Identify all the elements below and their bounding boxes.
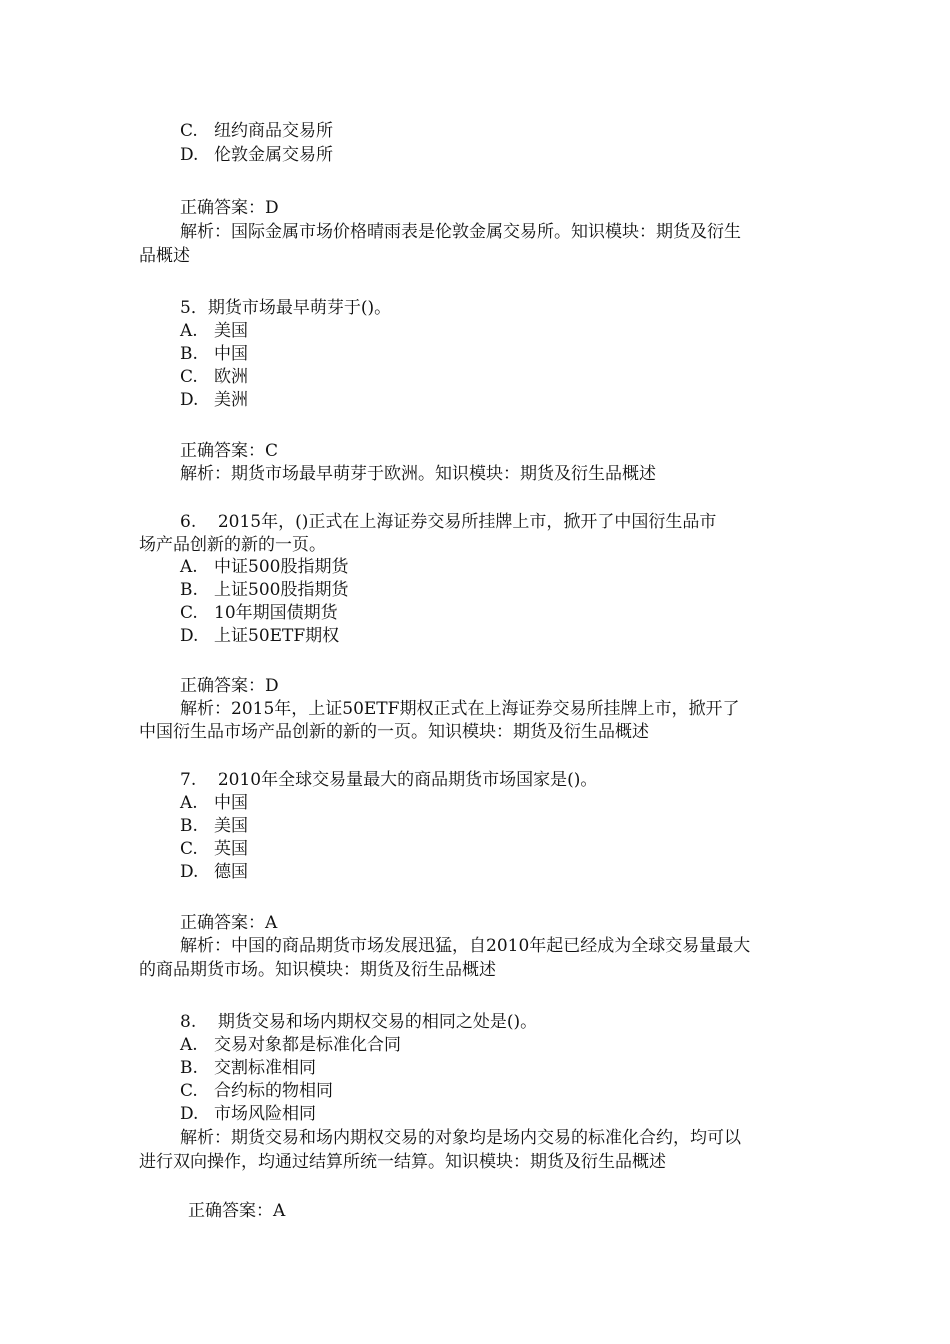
option-text: 英国 [214,839,248,859]
analysis-line: 解析：2015年，上证50ETF期权正式在上海证券交易所挂牌上市，掀开了 [180,699,740,719]
question-text: 7. 2010年全球交易量最大的商品期货市场国家是()。 [180,770,598,790]
option-key: B. [180,1058,198,1078]
option-c [180,1080,333,1103]
option-key: C. [180,603,198,623]
correct-answer: 正确答案：D [180,676,279,696]
analysis-line: 进行双向操作，均通过结算所统一结算。知识模块：期货及衍生品概述 [139,1152,666,1172]
option-b [180,1057,316,1080]
option-text: 合约标的物相同 [214,1081,333,1101]
option-d [180,1103,316,1126]
option-c [180,838,248,861]
option-b [180,579,348,602]
option-text: 伦敦金属交易所 [214,145,333,165]
option-a [180,1034,401,1057]
option-text: 美国 [214,321,248,341]
option-key: A. [180,321,198,341]
option-text: 欧洲 [214,367,248,387]
correct-answer: 正确答案：D [180,198,279,218]
analysis-line: 解析：期货市场最早萌芽于欧洲。知识模块：期货及衍生品概述 [180,464,656,484]
option-c [180,366,248,389]
option-b [180,815,248,838]
option-a [180,320,248,343]
option-key: A. [180,793,198,813]
option-key: C. [180,121,198,141]
question-text: 场产品创新的新的一页。 [139,535,326,555]
option-a [180,792,248,815]
option-text: 上证500股指期货 [214,580,349,600]
option-key: B. [180,580,198,600]
option-key: B. [180,816,198,836]
option-text: 市场风险相同 [214,1104,316,1124]
analysis-line: 中国衍生品市场产品创新的新的一页。知识模块：期货及衍生品概述 [139,722,649,742]
question-text: 6. 2015年，()正式在上海证券交易所挂牌上市，掀开了中国衍生品市 [180,512,717,532]
question-text: 5．期货市场最早萌芽于()。 [180,298,392,318]
option-text: 交易对象都是标准化合同 [214,1035,401,1055]
option-text: 美国 [214,816,248,836]
option-key: B. [180,344,198,364]
option-key: D. [180,145,199,165]
option-text: 美洲 [214,390,248,410]
option-text: 交割标准相同 [214,1058,316,1078]
option-key: D. [180,390,199,410]
option-text: 纽约商品交易所 [214,121,333,141]
option-key: D. [180,626,199,646]
analysis-line: 品概述 [139,246,190,266]
option-key: A. [180,1035,198,1055]
option-text: 上证50ETF期权 [214,626,340,646]
analysis-line: 解析：中国的商品期货市场发展迅猛，自2010年起已经成为全球交易量最大 [180,936,751,956]
analysis-line: 的商品期货市场。知识模块：期货及衍生品概述 [139,960,496,980]
option-text: 10年期国债期货 [214,603,338,623]
option-key: C. [180,1081,198,1101]
option-text: 中国 [214,793,248,813]
option-c [180,602,338,625]
option-b [180,343,248,366]
option-text: 中证500股指期货 [214,557,349,577]
correct-answer: 正确答案：C [180,441,279,461]
option-a [180,556,348,579]
option-d [180,625,339,648]
option-c [180,120,333,143]
option-d [180,389,248,412]
option-key: A. [180,557,198,577]
option-key: D. [180,862,199,882]
analysis-line: 解析：国际金属市场价格晴雨表是伦敦金属交易所。知识模块：期货及衍生 [180,222,741,242]
analysis-line: 解析：期货交易和场内期权交易的对象均是场内交易的标准化合约，均可以 [180,1128,741,1148]
correct-answer: 正确答案：A [180,913,278,933]
question-text: 8. 期货交易和场内期权交易的相同之处是()。 [180,1012,538,1032]
option-text: 中国 [214,344,248,364]
correct-answer: 正确答案：A [188,1201,286,1221]
option-text: 德国 [214,862,248,882]
option-key: D. [180,1104,199,1124]
option-key: C. [180,839,198,859]
option-key: C. [180,367,198,387]
option-d [180,861,248,884]
option-d [180,144,333,167]
